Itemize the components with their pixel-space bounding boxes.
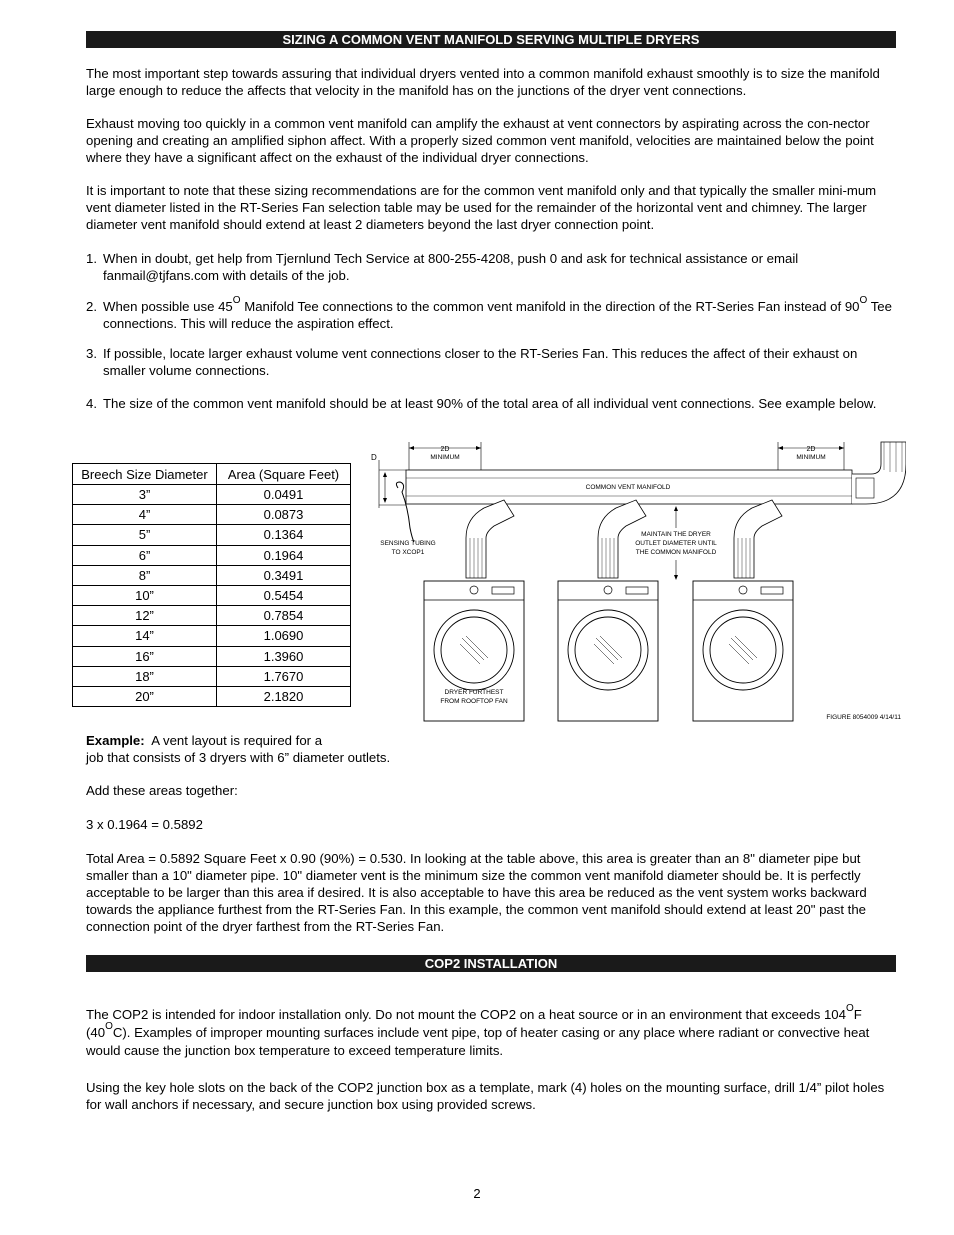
label-maintain-3: THE COMMON MANIFOLD — [635, 549, 717, 556]
label-2d-right: 2D — [806, 446, 816, 453]
label-manifold: COMMON VENT MANIFOLD — [585, 484, 671, 491]
table-row: 4” 0.0873 — [73, 505, 351, 525]
section-heading-sizing: SIZING A COMMON VENT MANIFOLD SERVING MULTIPLE DRYERS — [86, 31, 896, 48]
example-label: Example: — [86, 733, 145, 748]
label-dryer-2: FROM ROOFTOP FAN — [440, 698, 508, 705]
table-row: 16” 1.3960 — [73, 646, 351, 666]
list-number: 2. — [86, 299, 97, 314]
breech-size-table — [72, 463, 351, 707]
list-text: If possible, locate larger exhaust volume vent connections closer to the RT-Series Fan. This reduces the affect of their exhaust on smaller volume connections. — [103, 346, 858, 378]
table-header: Area (Square Feet) — [217, 464, 351, 485]
table-row: 12” 0.7854 — [73, 606, 351, 626]
table-row: 3” 0.0491 — [73, 485, 351, 505]
list-text: When in doubt, get help from Tjernlund Tech Service at 800-255-4208, push 0 and ask for technical assistance or email fanmail@tjfans.com with details of the job. — [103, 251, 799, 283]
list-text: The size of the common vent manifold should be at least 90% of the total area of all individual vent connections. See example below. — [103, 396, 877, 411]
table-row: 10” 0.5454 — [73, 585, 351, 605]
label-maintain-2: OUTLET DIAMETER UNTIL — [635, 540, 717, 547]
figure-number: FIGURE 8054009 4/14/11 — [826, 714, 901, 721]
label-minimum-left: MINIMUM — [430, 454, 460, 461]
label-2d-left: 2D — [440, 446, 450, 453]
intro-paragraph: The most important step towards assuring that individual dryers vented into a common manifold exhaust smoothly is to size the manifold large enough to reduce the affects that velocity in the manifold has on the junctions of the dryer vent connections. — [86, 66, 880, 98]
list-text: When possible use $45^O$ Manifold Tee connections to the common vent manifold in the direction of the RT-Series Fan instead of $90^O$ Tee connections. This will reduce the aspiration effect. — [103, 295, 892, 331]
table-row: 20” 2.1820 — [73, 686, 351, 706]
example-total: Total Area = 0.5892 Square Feet x 0.90 (90%) = 0.530. In looking at the table above, this area is greater than an 8" diameter pipe but smaller than a 10" diameter pipe. 10" diameter vent is the minimum size the common vent manifold diameter should be. It is perfectly acceptable to be larger than this area if desired. It is also acceptable to have this area be reduced as the vent system works backward towards the appliance furthest from the RT-Series Fan. In this example, the common vent manifold should extend at least 20" past the connection point of the dryer farthest from the RT-Series Fan. — [86, 851, 867, 934]
label-minimum-right: MINIMUM — [796, 454, 826, 461]
list-number: 3. — [86, 346, 97, 361]
velocity-paragraph: Exhaust moving too quickly in a common vent manifold can amplify the exhaust at vent connectors by aspirating across the con-nector opening and creating an amplified siphon affect. With a properly sized common vent manifold, velocities are maintained below the point where they have a significant affect on the exhaust of the individual dryer connections. — [86, 116, 874, 165]
vent-manifold-diagram — [366, 438, 906, 728]
section-heading-cop2: COP2 INSTALLATION — [86, 955, 896, 972]
table-row: 6” 0.1964 — [73, 545, 351, 565]
example-add: Add these areas together: — [86, 783, 238, 798]
list-item — [86, 295, 898, 332]
example-line-1: A vent layout is required for a — [151, 733, 323, 748]
list-number: 4. — [86, 396, 97, 411]
list-item — [86, 395, 898, 412]
table-header: Breech Size Diameter — [73, 464, 217, 485]
table-row: 18” 1.7670 — [73, 666, 351, 686]
cop2-paragraph-2: Using the key hole slots on the back of the COP2 junction box as a template, mark (4) holes on the mounting surface, drill 1/4” pilot holes for wall anchors if necessary, and secure junction box using provided screws. — [86, 1080, 885, 1112]
table-row: 8” 0.3491 — [73, 565, 351, 585]
dryer-1 — [424, 500, 524, 721]
page-number: 2 — [473, 1186, 481, 1201]
list-item — [86, 345, 898, 379]
example-calc: 3 x 0.1964 = 0.5892 — [86, 817, 203, 832]
list-number: 1. — [86, 251, 97, 266]
table-row: 5” 0.1364 — [73, 525, 351, 545]
label-d: D — [371, 453, 377, 462]
label-sensing-2: TO XCOP1 — [391, 549, 425, 556]
table-row: 14” 1.0690 — [73, 626, 351, 646]
label-sensing-1: SENSING TUBING — [380, 540, 436, 547]
label-maintain-1: MAINTAIN THE DRYER — [641, 531, 711, 538]
list-item — [86, 250, 898, 284]
label-dryer-1: DRYER FURTHEST — [444, 689, 504, 696]
sizing-note-paragraph: It is important to note that these sizing recommendations are for the common vent manifold only and that typically the smaller mini-mum vent diameter listed in the RT-Series Fan selection table may be used for the remainder of the horizontal vent and chimney. The larger diameter vent manifold should extend at least 2 diameters beyond the last dryer connection point. — [86, 183, 877, 232]
example-intro — [86, 732, 486, 749]
example-line-2: job that consists of 3 dryers with 6” diameter outlets. — [86, 750, 391, 765]
cop2-paragraph-1: The COP2 is intended for indoor installation only. Do not mount the COP2 on a heat source or in an environment that exceeds $104^OF$ $(40^OC)$. Examples of improper mounting surfaces include vent pipe, top of heater casing or any place where radiant or convective heat would cause the junction box temperature to exceed temperature limits. — [86, 1003, 870, 1058]
